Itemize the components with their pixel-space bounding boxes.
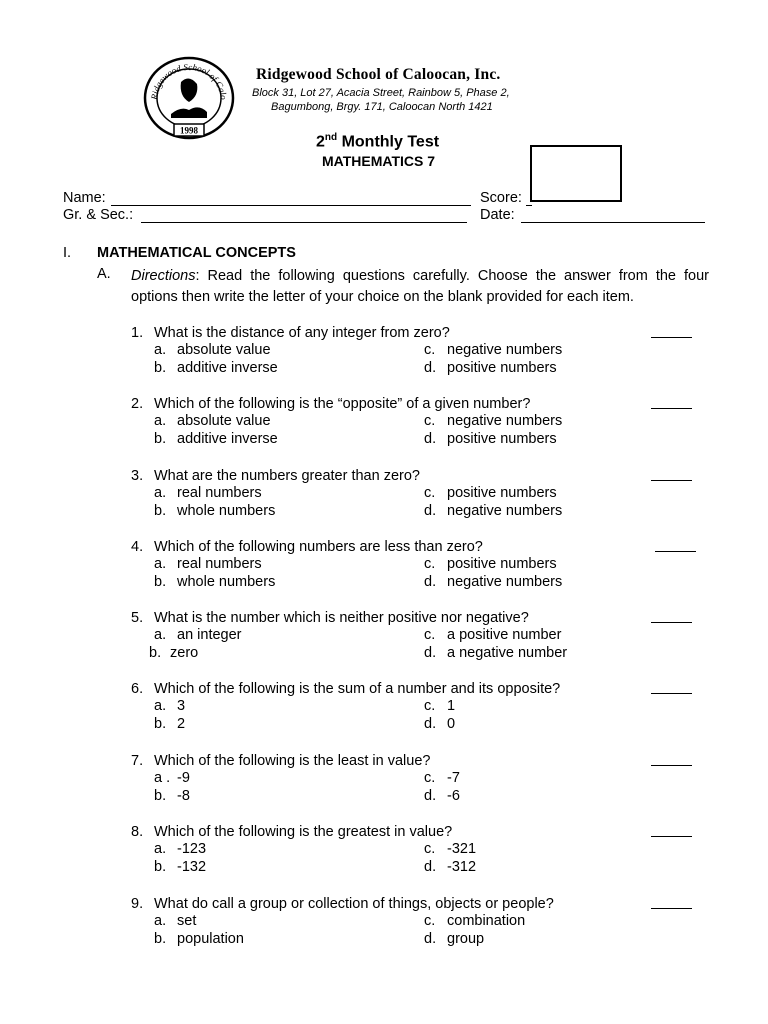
option-b: b. whole numbers	[154, 574, 276, 590]
option-b: b. 2	[154, 716, 186, 732]
question-item	[0, 325, 768, 387]
question-number: 9.	[131, 896, 144, 912]
option-c: c. -321	[424, 841, 477, 857]
answer-blank[interactable]	[655, 551, 696, 552]
question-text: Which of the following is the least in value?	[154, 753, 431, 769]
question-number: 7.	[131, 753, 144, 769]
score-field[interactable]	[526, 205, 532, 206]
answer-blank[interactable]	[651, 622, 692, 623]
directions	[131, 266, 709, 308]
question-number: 8.	[131, 824, 144, 840]
option-c: c. combination	[424, 913, 526, 929]
directions-text: : Read the following questions carefully. Choose the answer from the four options then write the letter of your choice on the blank provided for each item.	[131, 268, 709, 305]
option-d: d. -6	[424, 788, 460, 804]
directions-label: Directions	[131, 268, 196, 284]
question-number: 1.	[131, 325, 144, 341]
option-c: c. negative numbers	[424, 342, 563, 358]
school-seal-logo	[141, 52, 237, 140]
option-b: b. zero	[149, 645, 199, 661]
name-label: Name:	[63, 190, 106, 206]
name-field[interactable]	[111, 205, 471, 206]
section-number: I.	[63, 245, 72, 261]
option-c: c. positive numbers	[424, 485, 557, 501]
score-box[interactable]	[530, 145, 622, 202]
question-number: 6.	[131, 681, 144, 697]
option-d: d. positive numbers	[424, 431, 557, 447]
test-title: 2nd Monthly Test	[316, 132, 440, 151]
question-number: 5.	[131, 610, 144, 626]
option-b: b. population	[154, 931, 244, 947]
date-label: Date:	[480, 207, 515, 223]
question-text: Which of the following is the “opposite” of a given number?	[154, 396, 531, 412]
question-number: 3.	[131, 468, 144, 484]
option-a: a . -9	[154, 770, 190, 786]
answer-blank[interactable]	[651, 480, 692, 481]
question-text: What is the distance of any integer from zero?	[154, 325, 450, 341]
date-field[interactable]	[521, 222, 705, 223]
option-d: d. negative numbers	[424, 574, 563, 590]
option-a: a. set	[154, 913, 197, 929]
answer-blank[interactable]	[651, 765, 692, 766]
option-c: c. a positive number	[424, 627, 562, 643]
question-text: What are the numbers greater than zero?	[154, 468, 420, 484]
option-a: a. an integer	[154, 627, 242, 643]
grade-section-label: Gr. & Sec.:	[63, 207, 134, 223]
answer-blank[interactable]	[651, 337, 692, 338]
option-a: a. absolute value	[154, 413, 271, 429]
option-d: d. a negative number	[424, 645, 568, 661]
school-address-line-1: Block 31, Lot 27, Acacia Street, Rainbow 5, Phase 2,	[252, 87, 510, 99]
subject-title: MATHEMATICS 7	[322, 153, 436, 169]
question-item	[0, 610, 768, 672]
section-title: MATHEMATICAL CONCEPTS	[97, 245, 296, 261]
svg-text:1998: 1998	[180, 125, 198, 136]
option-d: d. positive numbers	[424, 360, 557, 376]
score-label: Score:	[480, 190, 522, 206]
answer-blank[interactable]	[651, 836, 692, 837]
option-d: d. -312	[424, 859, 477, 875]
question-text: What do call a group or collection of things, objects or people?	[154, 896, 554, 912]
question-item	[0, 896, 768, 958]
option-a: a. -123	[154, 841, 207, 857]
question-item	[0, 824, 768, 886]
option-a: a. 3	[154, 698, 186, 714]
option-a: a. real numbers	[154, 485, 262, 501]
svg-text:Ridgewood School of Caloocan: Ridgewood School of Calo	[149, 61, 229, 101]
school-name: Ridgewood School of Caloocan, Inc.	[256, 66, 501, 83]
question-text: Which of the following numbers are less than zero?	[154, 539, 483, 555]
option-a: a. real numbers	[154, 556, 262, 572]
option-b: b. -8	[154, 788, 190, 804]
option-d: d. group	[424, 931, 485, 947]
option-d: d. 0	[424, 716, 456, 732]
part-letter: A.	[97, 266, 111, 282]
question-text: What is the number which is neither positive nor negative?	[154, 610, 529, 626]
option-b: b. whole numbers	[154, 503, 276, 519]
option-c: c. -7	[424, 770, 460, 786]
option-b: b. -132	[154, 859, 207, 875]
answer-blank[interactable]	[651, 908, 692, 909]
question-text: Which of the following is the greatest in value?	[154, 824, 453, 840]
question-item	[0, 753, 768, 815]
question-number: 4.	[131, 539, 144, 555]
question-item	[0, 468, 768, 530]
option-c: c. 1	[424, 698, 456, 714]
question-item	[0, 681, 768, 743]
option-b: b. additive inverse	[154, 431, 278, 447]
question-item	[0, 539, 768, 601]
option-b: b. additive inverse	[154, 360, 278, 376]
option-a: a. absolute value	[154, 342, 271, 358]
question-number: 2.	[131, 396, 144, 412]
option-c: c. positive numbers	[424, 556, 557, 572]
option-c: c. negative numbers	[424, 413, 563, 429]
answer-blank[interactable]	[651, 408, 692, 409]
grade-section-field[interactable]	[141, 222, 467, 223]
question-text: Which of the following is the sum of a number and its opposite?	[154, 681, 561, 697]
option-d: d. negative numbers	[424, 503, 563, 519]
school-address-line-2: Bagumbong, Brgy. 171, Caloocan North 1421	[271, 101, 493, 113]
answer-blank[interactable]	[651, 693, 692, 694]
question-item	[0, 396, 768, 458]
